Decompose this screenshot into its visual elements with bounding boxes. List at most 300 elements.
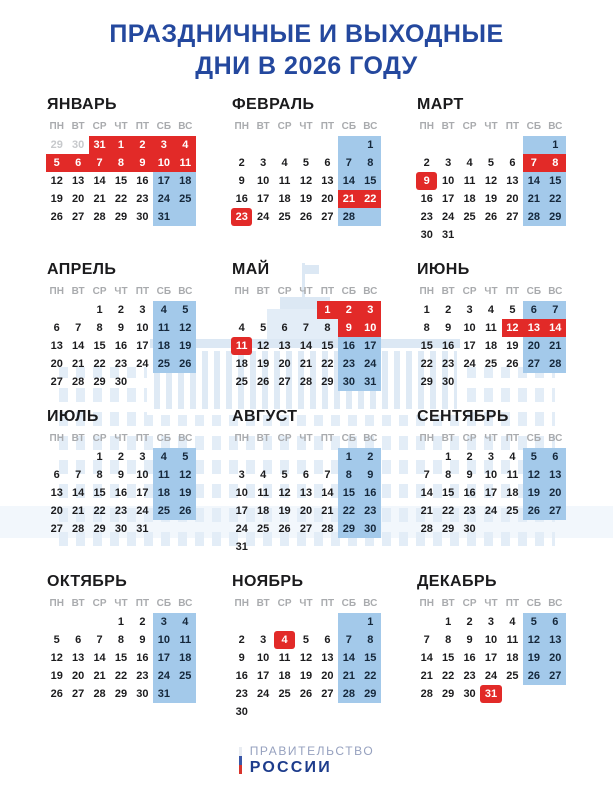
week-row — [231, 448, 381, 466]
day-cell: 23 — [463, 670, 476, 682]
day-cell: 18 — [235, 358, 248, 370]
weekday-label: ВС — [363, 433, 378, 444]
weekday-label: ПТ — [505, 598, 520, 609]
day-cell: 21 — [93, 670, 106, 682]
day-cell: 15 — [338, 484, 359, 502]
week-row — [231, 631, 381, 649]
day-cell: 5 — [509, 304, 516, 316]
day-cell: 1 — [338, 448, 359, 466]
day-cell: 28 — [545, 355, 566, 373]
day-cell: 28 — [321, 523, 334, 535]
day-cell: 16 — [360, 484, 381, 502]
day-cell: 8 — [423, 322, 430, 334]
day-cell — [317, 703, 338, 721]
weekday-header-row — [46, 432, 196, 448]
day-cell: 25 — [153, 355, 174, 373]
week-row — [416, 484, 566, 502]
day-cell: 17 — [153, 649, 174, 667]
weekday-label: ВТ — [256, 598, 270, 609]
day-cell: 26 — [299, 688, 313, 700]
week-row — [231, 520, 381, 538]
month-title: ДЕКАБРЬ — [417, 573, 497, 590]
day-cell: 1 — [110, 136, 131, 154]
day-cell: 27 — [506, 211, 519, 223]
day-cell: 27 — [545, 502, 566, 520]
weekday-header-row — [231, 432, 381, 448]
week-row — [46, 631, 196, 649]
day-cell: 16 — [136, 175, 149, 187]
day-cell — [67, 613, 88, 631]
months-grid — [46, 96, 566, 721]
day-cell — [338, 136, 359, 154]
day-cell — [252, 703, 273, 721]
day-cell: 12 — [523, 466, 544, 484]
day-cell: 11 — [175, 154, 196, 172]
day-cell: 9 — [117, 322, 125, 334]
day-cell: 23 — [231, 208, 252, 226]
day-cell: 9 — [466, 634, 473, 646]
weekday-label: СР — [92, 433, 107, 444]
day-cell: 8 — [445, 469, 452, 481]
day-cell: 6 — [545, 613, 566, 631]
weekday-label: СР — [462, 121, 477, 132]
day-cell — [252, 448, 273, 466]
day-cell: 22 — [545, 190, 566, 208]
weekday-label: ПТ — [320, 433, 335, 444]
logo-text-rossii: РОССИИ — [249, 759, 332, 776]
day-cell: 4 — [175, 136, 196, 154]
day-cell: 4 — [509, 616, 516, 628]
day-cell: 19 — [523, 649, 544, 667]
day-cell — [274, 538, 295, 556]
day-cell: 7 — [75, 322, 82, 334]
day-cell — [360, 703, 381, 721]
day-cell: 8 — [545, 154, 566, 172]
weekday-label: ЧТ — [299, 433, 313, 444]
weekday-label: ВТ — [71, 598, 85, 609]
day-cell: 23 — [136, 670, 149, 682]
weekday-label: СР — [277, 598, 292, 609]
day-cell: 10 — [484, 634, 498, 646]
day-cell — [523, 520, 544, 538]
day-cell: 17 — [360, 337, 381, 355]
week-row — [416, 520, 566, 538]
day-cell: 28 — [93, 688, 106, 700]
day-cell — [295, 448, 316, 466]
day-cell: 5 — [175, 448, 196, 466]
weekday-label: ЧТ — [484, 286, 498, 297]
day-cell: 29 — [420, 376, 433, 388]
weekday-label: ЧТ — [299, 598, 313, 609]
week-row — [416, 337, 566, 355]
week-row — [231, 208, 381, 226]
weekday-label: ПН — [419, 598, 434, 609]
day-cell: 20 — [321, 670, 334, 682]
day-cell: 3 — [360, 301, 381, 319]
day-cell: 24 — [257, 688, 270, 700]
day-cell: 17 — [442, 193, 455, 205]
day-cell: 29 — [360, 685, 381, 703]
month-9 — [416, 408, 566, 556]
day-cell: 13 — [545, 466, 566, 484]
day-cell: 18 — [484, 340, 498, 352]
day-cell: 28 — [338, 685, 359, 703]
day-cell: 28 — [420, 523, 433, 535]
week-row — [231, 337, 381, 355]
day-cell: 11 — [278, 175, 291, 187]
day-cell: 21 — [93, 193, 106, 205]
weekday-header-row — [231, 120, 381, 136]
day-cell: 17 — [136, 340, 149, 352]
week-row — [46, 190, 196, 208]
weekday-label: СБ — [341, 121, 357, 132]
day-cell: 6 — [523, 301, 544, 319]
day-cell: 8 — [110, 154, 131, 172]
day-cell — [459, 373, 480, 391]
day-cell: 7 — [89, 154, 110, 172]
weekday-label: ВС — [363, 121, 378, 132]
day-cell: 27 — [50, 523, 63, 535]
day-cell: 29 — [114, 688, 128, 700]
weekday-label: ЧТ — [484, 433, 498, 444]
day-cell: 15 — [93, 487, 106, 499]
day-cell: 9 — [132, 154, 153, 172]
day-cell: 29 — [93, 523, 106, 535]
weekday-label: СР — [277, 121, 292, 132]
day-cell: 2 — [423, 157, 430, 169]
day-cell: 7 — [324, 469, 331, 481]
month-title: ЯНВАРЬ — [47, 96, 117, 113]
day-cell: 14 — [338, 172, 359, 190]
day-cell: 12 — [484, 175, 498, 187]
day-cell: 17 — [235, 505, 248, 517]
weekday-header-row — [231, 597, 381, 613]
day-cell: 16 — [114, 487, 128, 499]
week-row — [231, 538, 381, 556]
day-cell — [545, 520, 566, 538]
day-cell: 1 — [317, 301, 338, 319]
day-cell — [295, 301, 316, 319]
day-cell: 4 — [466, 157, 473, 169]
day-cell: 23 — [235, 688, 248, 700]
weekday-label: ВС — [548, 121, 563, 132]
day-cell: 6 — [324, 157, 331, 169]
day-cell — [274, 613, 295, 631]
weekday-label: СБ — [156, 121, 172, 132]
day-cell — [252, 538, 273, 556]
weekday-label: ПН — [49, 598, 64, 609]
day-cell: 30 — [114, 376, 128, 388]
day-cell — [274, 703, 295, 721]
day-cell: 3 — [153, 136, 174, 154]
day-cell: 14 — [420, 652, 433, 664]
day-cell: 25 — [257, 523, 270, 535]
day-cell: 18 — [506, 487, 519, 499]
day-cell: 20 — [299, 505, 313, 517]
day-cell: 13 — [545, 631, 566, 649]
day-cell: 19 — [506, 340, 519, 352]
weekday-label: ВТ — [71, 286, 85, 297]
day-cell: 30 — [72, 139, 85, 151]
day-cell: 4 — [487, 304, 495, 316]
week-row — [231, 613, 381, 631]
weekday-header-row — [416, 120, 566, 136]
weekday-label: ВТ — [256, 433, 270, 444]
month-8 — [231, 408, 381, 556]
day-cell: 1 — [360, 136, 381, 154]
day-cell — [46, 448, 67, 466]
weekday-header-row — [416, 285, 566, 301]
day-cell: 24 — [360, 355, 381, 373]
day-cell: 19 — [278, 505, 291, 517]
week-row — [46, 373, 196, 391]
day-cell: 2 — [466, 616, 473, 628]
day-cell: 30 — [420, 229, 433, 241]
day-cell: 5 — [523, 448, 544, 466]
day-cell: 23 — [114, 358, 128, 370]
week-row — [231, 373, 381, 391]
day-cell — [338, 613, 359, 631]
day-cell: 22 — [93, 358, 106, 370]
day-cell: 21 — [321, 505, 334, 517]
weekday-label: ВС — [363, 598, 378, 609]
day-cell: 20 — [523, 337, 544, 355]
weekday-label: ПТ — [320, 286, 335, 297]
week-row — [46, 172, 196, 190]
day-cell — [502, 373, 523, 391]
day-cell: 27 — [321, 211, 334, 223]
week-row — [416, 502, 566, 520]
day-cell: 7 — [423, 634, 430, 646]
day-cell: 4 — [274, 631, 295, 649]
day-cell: 14 — [338, 649, 359, 667]
day-cell — [89, 613, 110, 631]
day-cell: 8 — [96, 322, 103, 334]
day-cell: 19 — [175, 337, 196, 355]
day-cell: 6 — [53, 469, 60, 481]
day-cell: 5 — [175, 301, 196, 319]
weekday-label: ПН — [234, 433, 249, 444]
day-cell: 3 — [487, 616, 495, 628]
weekday-label: ВС — [363, 286, 378, 297]
week-row — [46, 154, 196, 172]
day-cell: 21 — [338, 190, 359, 208]
day-cell: 7 — [75, 469, 82, 481]
weekday-label: СБ — [341, 286, 357, 297]
weekday-header-row — [46, 285, 196, 301]
month-11 — [231, 573, 381, 721]
day-cell: 22 — [114, 670, 128, 682]
day-cell: 15 — [360, 172, 381, 190]
weekday-label: ВТ — [441, 433, 455, 444]
weekday-label: ВТ — [441, 598, 455, 609]
weekday-label: ВС — [178, 433, 193, 444]
page-title-line2: ДНИ В 2026 ГОДУ — [195, 52, 418, 80]
day-cell: 15 — [114, 652, 128, 664]
day-cell: 24 — [484, 505, 498, 517]
day-cell: 13 — [299, 487, 313, 499]
day-cell: 18 — [153, 337, 174, 355]
week-row — [231, 355, 381, 373]
weekday-label: ПТ — [135, 286, 150, 297]
day-cell: 5 — [260, 322, 267, 334]
weekday-label: ЧТ — [484, 598, 498, 609]
day-cell: 12 — [278, 487, 291, 499]
week-row — [231, 466, 381, 484]
day-cell: 16 — [420, 193, 433, 205]
day-cell: 6 — [53, 322, 60, 334]
weekday-label: ПН — [234, 598, 249, 609]
week-row — [46, 685, 196, 703]
day-cell: 31 — [360, 373, 381, 391]
day-cell: 1 — [96, 451, 103, 463]
day-cell: 23 — [360, 502, 381, 520]
weekday-label: СБ — [341, 433, 357, 444]
day-cell: 19 — [299, 670, 313, 682]
week-row — [416, 355, 566, 373]
day-cell: 16 — [338, 337, 359, 355]
day-cell: 27 — [72, 211, 85, 223]
day-cell: 22 — [338, 502, 359, 520]
week-row — [416, 466, 566, 484]
weekday-label: СР — [462, 286, 477, 297]
day-cell: 27 — [72, 688, 85, 700]
day-cell — [295, 136, 316, 154]
day-cell — [502, 685, 523, 703]
day-cell — [252, 301, 273, 319]
week-row — [46, 337, 196, 355]
day-cell: 9 — [445, 322, 452, 334]
day-cell: 9 — [139, 634, 146, 646]
day-cell: 21 — [420, 505, 433, 517]
day-cell — [545, 226, 566, 244]
weekday-label: СБ — [341, 598, 357, 609]
day-cell: 1 — [445, 451, 452, 463]
day-cell: 10 — [442, 175, 455, 187]
day-cell: 26 — [523, 667, 544, 685]
day-cell: 28 — [420, 688, 433, 700]
day-cell: 3 — [139, 304, 146, 316]
day-cell: 14 — [93, 175, 106, 187]
day-cell: 21 — [72, 505, 85, 517]
weekday-header-row — [46, 120, 196, 136]
month-3 — [416, 96, 566, 244]
month-title: АВГУСТ — [232, 408, 298, 425]
week-row — [231, 667, 381, 685]
day-cell — [274, 136, 295, 154]
day-cell: 13 — [321, 652, 334, 664]
day-cell: 8 — [324, 322, 331, 334]
day-cell — [317, 538, 338, 556]
page-title — [0, 18, 613, 82]
day-cell: 11 — [231, 337, 252, 355]
day-cell: 25 — [463, 211, 476, 223]
day-cell: 13 — [50, 487, 63, 499]
day-cell: 2 — [117, 451, 125, 463]
month-title: ИЮЛЬ — [47, 408, 99, 425]
day-cell: 26 — [50, 688, 63, 700]
week-row — [46, 484, 196, 502]
month-title: МАРТ — [417, 96, 464, 113]
weekday-label: ВС — [178, 286, 193, 297]
day-cell — [459, 226, 480, 244]
day-cell: 2 — [117, 304, 125, 316]
weekday-label: ВТ — [71, 121, 85, 132]
day-cell: 11 — [506, 469, 519, 481]
weekday-label: СР — [92, 286, 107, 297]
day-cell: 19 — [299, 193, 313, 205]
day-cell: 20 — [50, 505, 63, 517]
day-cell: 26 — [175, 502, 196, 520]
week-row — [416, 154, 566, 172]
week-row — [416, 685, 566, 703]
day-cell: 24 — [257, 211, 270, 223]
day-cell: 16 — [442, 340, 455, 352]
day-cell: 2 — [445, 304, 452, 316]
day-cell: 19 — [50, 193, 63, 205]
day-cell: 7 — [96, 634, 103, 646]
day-cell: 28 — [338, 208, 359, 226]
week-row — [416, 301, 566, 319]
day-cell: 29 — [93, 376, 106, 388]
day-cell: 25 — [278, 688, 291, 700]
weekday-label: ЧТ — [114, 286, 128, 297]
day-cell: 30 — [114, 523, 128, 535]
day-cell: 3 — [487, 451, 495, 463]
day-cell: 21 — [72, 358, 85, 370]
day-cell: 9 — [238, 652, 245, 664]
day-cell: 13 — [523, 319, 544, 337]
day-cell: 9 — [360, 466, 381, 484]
day-cell: 8 — [360, 154, 381, 172]
day-cell: 22 — [360, 667, 381, 685]
day-cell: 17 — [463, 340, 476, 352]
day-cell: 29 — [442, 523, 455, 535]
day-cell: 30 — [136, 211, 149, 223]
day-cell: 7 — [545, 301, 566, 319]
day-cell: 3 — [466, 304, 473, 316]
day-cell — [252, 136, 273, 154]
week-row — [416, 631, 566, 649]
weekday-label: ПН — [419, 433, 434, 444]
day-cell: 15 — [420, 340, 433, 352]
day-cell: 12 — [523, 631, 544, 649]
day-cell: 29 — [114, 211, 128, 223]
weekday-label: ПТ — [320, 121, 335, 132]
day-cell: 28 — [93, 211, 106, 223]
weekday-label: ВТ — [441, 121, 455, 132]
weekday-label: ВС — [178, 121, 193, 132]
day-cell: 28 — [299, 376, 313, 388]
day-cell: 10 — [153, 154, 174, 172]
day-cell — [175, 373, 196, 391]
day-cell: 6 — [75, 634, 82, 646]
day-cell — [360, 538, 381, 556]
day-cell: 7 — [302, 322, 310, 334]
day-cell: 24 — [136, 358, 149, 370]
day-cell — [480, 520, 501, 538]
day-cell: 14 — [72, 487, 85, 499]
weekday-label: СР — [462, 433, 477, 444]
week-row — [416, 667, 566, 685]
day-cell: 29 — [442, 688, 455, 700]
weekday-label: ЧТ — [114, 598, 128, 609]
day-cell: 26 — [257, 376, 270, 388]
day-cell: 18 — [506, 652, 519, 664]
day-cell: 17 — [484, 487, 498, 499]
day-cell: 2 — [238, 634, 245, 646]
week-row — [416, 613, 566, 631]
